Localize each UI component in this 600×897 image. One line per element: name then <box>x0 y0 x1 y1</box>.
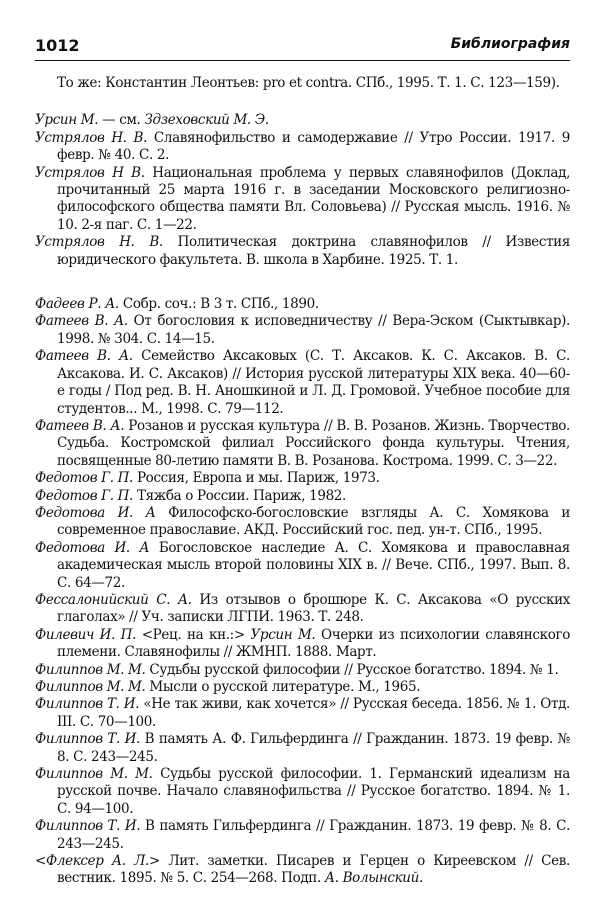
group-spacer <box>35 269 570 296</box>
entry-text: Розанов и русская культура // В. В. Розанов. Жизнь. Творчество. Судьба. Костромской филиал Российского фонда культуры. Чтения, посвященные 80-летию памяти В. В. Розанова. Кострома. 1999. С. 3—22. <box>57 417 570 469</box>
bibliography-entry <box>35 488 570 505</box>
bibliography-entry <box>35 766 570 818</box>
entry-text: — см. <box>98 112 145 129</box>
bibliography-entry <box>35 313 570 348</box>
bibliography-entry <box>35 505 570 540</box>
entry-author: Филевич И. П. <box>35 626 137 643</box>
entry-author: Федотов Г. П. <box>35 470 133 487</box>
bibliography-entry <box>35 540 570 592</box>
bibliography-entry-continuation: То же: Константин Леонтьев: pro et contra. СПб., 1995. Т. 1. С. 123—159). <box>57 75 560 91</box>
bibliography-entry <box>35 418 570 470</box>
entry-author: Филиппов М. М. <box>35 766 153 783</box>
entry-text: Политическая доктрина славянофилов // Известия юридического факультета. В. школа в Харбине. 1925. Т. 1. <box>57 234 570 268</box>
entry-text: В память А. Ф. Гильфердинга // Гражданин. 1873. 19 февр. № 8. С. 243—245. <box>57 731 570 765</box>
entry-author: Федотова И. А <box>35 504 156 521</box>
entry-author: Фатеев В. А. <box>35 348 133 365</box>
entry-text: Россия, Европа и мы. Париж, 1973. <box>133 470 380 487</box>
section-title: Библиография <box>450 36 570 52</box>
entry-text: Национальная проблема у первых славянофилов (Доклад, прочитанный 25 марта 1916 г. в заседании Московского религиозно-философского общества памяти Вл. Соловьева) // Русская мысль. 1916. № 10. 2-я паг. С. 1—22. <box>57 164 571 233</box>
bibliography-entry <box>35 662 570 679</box>
entry-author: Фатеев В. А. <box>35 417 125 434</box>
entry-author: Филиппов Т. И. <box>35 696 140 713</box>
bibliography-entry <box>35 165 570 235</box>
entry-text: Из отзывов о брошюре К. С. Аксакова «О русских глаголах» // Уч. записки ЛГПИ. 1963. Т. 248. <box>57 591 570 626</box>
entry-text: Семейство Аксаковых (С. Т. Аксаков. К. С. Аксаков. В. С. Аксакова. И. С. Аксаков) // История русской литературы XIX века. 40—60-е годы / Под ред. В. Н. Аношкиной и Л. Д. Громовой. Учебное пособие для студентов... М., 1998. С. 79—112. <box>57 348 570 417</box>
entry-text: Судьбы русской философии. 1. Германский идеализм на русской почве. Начало славянофильства // Русское богатство. 1894. № 1. С. 94—100. <box>57 766 570 817</box>
entry-author: Филиппов М. М. <box>35 679 146 695</box>
bibliography-entry <box>35 853 570 888</box>
bibliography-entry <box>35 679 570 696</box>
entry-reviewed-author: Урсин М. <box>250 626 316 643</box>
bibliography-entry <box>35 696 570 731</box>
entry-author: Устрялов Н. В. <box>35 234 163 251</box>
entry-author: Фатеев В. А. <box>35 313 128 330</box>
running-head <box>35 36 570 58</box>
entry-author: Федотова И. А <box>35 539 150 556</box>
bibliography-entry <box>35 731 570 766</box>
entry-text: От богословия к исповедничеству // Вера-Эском (Сыктывкар). 1998. № 304. С. 14—15. <box>57 313 570 347</box>
entry-text: Философско-богословские взгляды А. С. Хомякова и современное православие. АКД. Российский гос. пед. ун-т. СПб., 1995. <box>57 504 570 539</box>
group-spacer <box>35 92 570 112</box>
entry-text: Мысли о русской литературе. М., 1965. <box>145 679 421 695</box>
header-rule <box>35 60 570 61</box>
bibliography-entry <box>35 296 570 313</box>
entry-text-continued: Очерки из психологии славянского племени. Славянофилы // ЖМНП. 1888. Март. <box>57 626 570 661</box>
entry-author: Устрялов Н. В. <box>35 129 148 146</box>
entry-text: «Не так живи, как хочется» // Русская беседа. 1856. № 1. Отд. III. С. 70—100. <box>57 696 570 730</box>
bibliography-entry <box>35 592 570 627</box>
bibliography-entry <box>35 130 570 165</box>
bibliography-entry <box>35 112 570 129</box>
entry-text: Славянофильство и самодержавие // Утро России. 1917. 9 февр. № 40. С. 2. <box>57 129 570 164</box>
entry-text: <Рец. на кн.:> <box>136 626 251 643</box>
entry-cross-reference: Здзеховский М. Э. <box>144 112 269 129</box>
entry-author: Фессалонийский С. А. <box>35 591 192 608</box>
entry-author: <Флексер А. Л.> <box>35 853 160 870</box>
entry-author: Устрялов Н В. <box>35 164 145 181</box>
bibliography-entry <box>35 818 570 853</box>
bibliography-entry <box>35 234 570 269</box>
page-number: 1012 <box>35 36 80 55</box>
bibliography-entry <box>35 470 570 487</box>
bibliography-entry <box>35 348 570 418</box>
entry-author: Филиппов Т. И. <box>35 818 141 835</box>
entry-author: Урсин М. <box>35 112 99 129</box>
entry-author: Фадеев Р. А. <box>35 296 119 313</box>
entry-text: Собр. соч.: В 3 т. СПб., 1890. <box>118 296 319 313</box>
entry-author: Филиппов М. М. <box>35 661 146 678</box>
bibliography-entry <box>35 627 570 662</box>
entry-signature: А. Волынский. <box>324 870 423 887</box>
entry-text: Лит. заметки. Писарев и Герцен о Киреевском // Сев. вестник. 1895. № 5. С. 254—268. Подп. <box>57 853 570 887</box>
bibliography-list <box>35 75 570 888</box>
entry-text: В память Гильфердинга // Гражданин. 1873. 19 февр. № 8. С. 243—245. <box>57 818 571 852</box>
entry-text: Богословское наследие А. С. Хомякова и православная академическая мысль второй половины XIX в. // Вече. СПб., 1997. Вып. 8. С. 64—72. <box>57 539 570 591</box>
entry-author: Федотов Г. П. <box>35 487 133 504</box>
entry-text: Тяжба о России. Париж, 1982. <box>133 487 346 504</box>
entry-author: Филиппов Т. И. <box>35 731 140 748</box>
entry-text: Судьбы русской философии // Русское богатство. 1894. № 1. <box>145 661 559 678</box>
